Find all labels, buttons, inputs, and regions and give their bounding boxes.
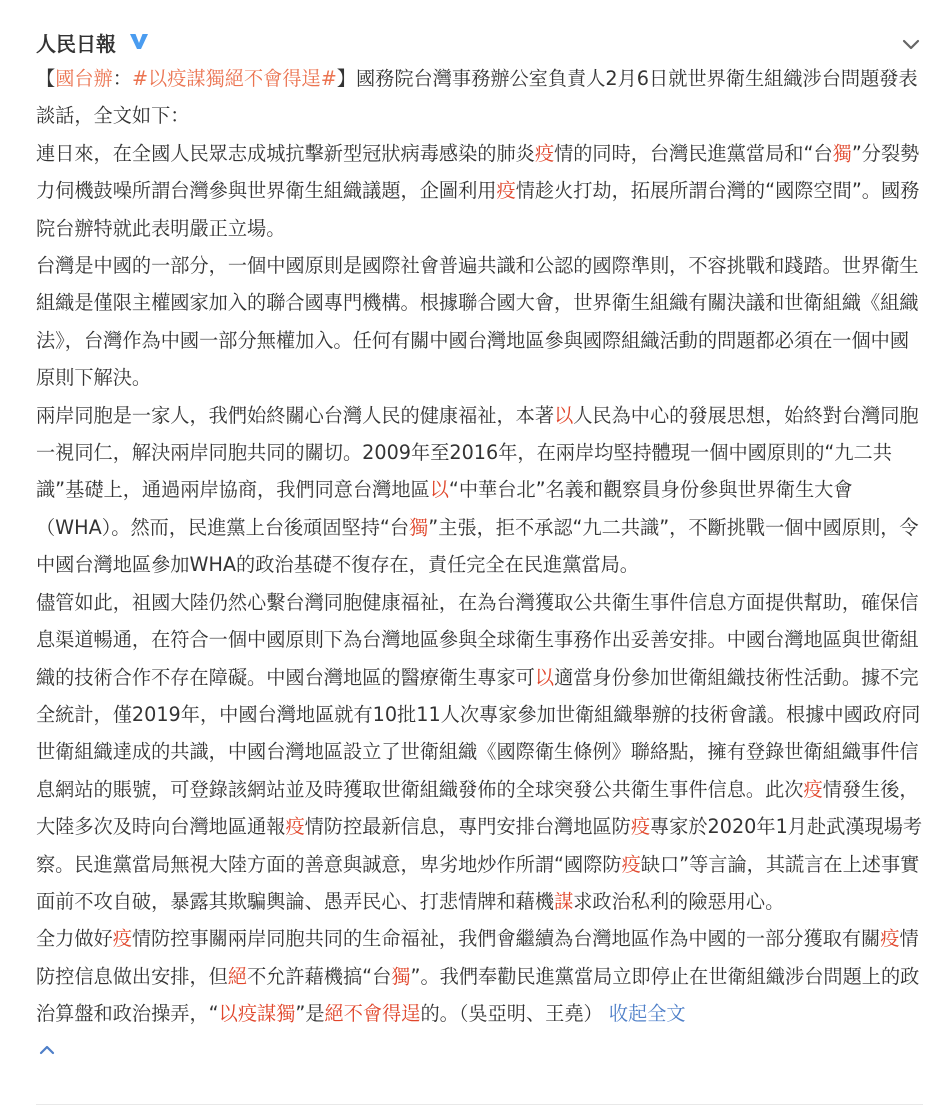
paragraph-text: 情趁火打劫，拓展所謂台灣的“國際空間”。國務院台辦特就此表明嚴正立場。 (36, 179, 920, 240)
topic-link[interactable]: 國台辦 (55, 67, 113, 90)
paragraph-text: 專家於2020年1月赴武漢現場考察。民進黨當局無視大陸方面的善意與誠意，卑劣地炒作所謂“國際防 (36, 815, 923, 876)
post-paragraph (36, 60, 923, 135)
keyword-highlight: 絕不會得逞 (324, 1002, 421, 1026)
keyword-highlight: 疫 (880, 927, 900, 951)
paragraph-text: 不允許藉機搞“台 (247, 964, 392, 988)
keyword-highlight: 疫 (630, 815, 650, 839)
keyword-highlight: 以 (429, 478, 449, 502)
paragraph-text: 情防控信息做出安排，但 (36, 927, 919, 988)
paragraph-text: “中華台北”名義和觀察員身份參與世界衛生大會（WHA）。然而，民進黨上台後頑固堅持“台 (36, 478, 853, 539)
keyword-highlight: 獨 (832, 141, 852, 165)
keyword-highlight: 疫 (534, 141, 555, 165)
paragraph-text: 儘管如此，祖國大陸仍然心繫台灣同胞健康福祉，在為台灣獲取公共衛生事件信息方面提供幫助，確保信息渠道暢通，在符合一個中國原則下為台灣地區參與全球衛生事務作出妥善安排。中國台灣地區與世衛組織的技術合作不存在障礙。中國台灣地區的醫療衛生專家可 (36, 590, 919, 689)
keyword-highlight: 以疫謀獨 (218, 1002, 296, 1026)
paragraph-text: 缺口”等言論，其謊言在上述事實面前不攻自破，暴露其欺騙輿論、愚弄民心、打悲情牌和藉機 (36, 852, 920, 913)
paragraph-text: 兩岸同胞是一家人，我們始終關心台灣人民的健康福祉，本著 (36, 403, 555, 427)
keyword-highlight: 疫 (621, 852, 641, 876)
paragraph-text: 台灣是中國的一部分，一個中國原則是國際社會普遍共識和公認的國際準則，不容挑戰和踐踏。世界衛生組織是僅限主權國家加入的聯合國專門機構。根據聯合國大會，世界衛生組織有關決議和世衛組織《組織法》，台灣作為中國一部分無權加入。任何有關中國台灣地區參與國際組織活動的問題都必須在一個中國原則下解決。 (36, 254, 919, 390)
paragraph-text: 【 (36, 67, 56, 90)
keyword-highlight: 獨 (391, 964, 411, 988)
keyword-highlight: 疫 (285, 815, 305, 839)
keyword-highlight: 疫 (496, 179, 516, 203)
chevron-down-icon[interactable] (899, 32, 923, 56)
paragraph-text: 人民為中心的發展思想，始終對台灣同胞一視同仁，解決兩岸同胞共同的關切。2009年至2016年，在兩岸均堅持體現一個中國原則的“九二共識”基礎上，通過兩岸協商，我們同意台灣地區 (36, 403, 919, 502)
paragraph-text: ”是 (295, 1002, 325, 1026)
paragraph-text: 】國務院台灣事務辦公室負責人2月6日就世界衛生組織涉台問題發表談話，全文如下： (36, 67, 918, 128)
paragraph-text: 的。（吳亞明、王堯） (420, 1002, 603, 1026)
paragraph-text: 情的同時，台灣民進黨當局和“台 (554, 141, 833, 165)
post-paragraph (36, 584, 923, 921)
keyword-highlight: 疫 (803, 777, 823, 801)
paragraph-text: ”主張，拒不承認“九二共識”，不斷挑戰一個中國原則，令中國台灣地區參加WHA的政治基礎不復存在，責任完全在民進黨當局。 (36, 515, 919, 577)
paragraph-text: ”分裂勢力伺機鼓噪所謂台灣參與世界衛生組織議題，企圖利用 (36, 141, 920, 203)
paragraph-text: ”。我們奉勸民進黨當局立即停止在世衛組織涉台問題上的政治算盤和政治操弄，“ (36, 964, 920, 1026)
chevron-up-icon[interactable] (36, 1039, 58, 1061)
topic-link[interactable]: #以疫謀獨絕不會得逞# (131, 67, 337, 90)
post-paragraph (36, 920, 923, 1032)
paragraph-text: 情發生後，大陸多次及時向台灣地區通報 (36, 777, 919, 839)
keyword-highlight: 絕 (227, 964, 248, 988)
paragraph-text: 情防控事關兩岸同胞共同的生命福祉，我們會繼續為台灣地區作為中國的一部分獲取有關 (131, 927, 881, 951)
post-paragraph (36, 397, 923, 584)
paragraph-text: 適當身份參加世衛組織技術性活動。據不完全統計，僅2019年，中國台灣地區就有10批11人次專家參加世衛組織舉辦的技術會議。根據中國政府同世衛組織達成的共識，中國台灣地區設立了世衛組織《國際衛生條例》聯絡點，擁有登錄世衛組織事件信息網站的賬號，可登錄該網站並及時獲取世衛組織發佈的全球突發公共衛生事件信息。此次 (36, 665, 921, 801)
author-name[interactable]: 人民日報 (36, 32, 116, 56)
paragraph-text: 連日來，在全國人民眾志成城抗擊新型冠狀病毒感染的肺炎 (36, 141, 535, 165)
collapse-full-text-link[interactable]: 收起全文 (608, 1002, 686, 1026)
keyword-highlight: 獨 (409, 515, 429, 539)
post-content (36, 60, 923, 1033)
keyword-highlight: 疫 (112, 927, 132, 951)
divider (36, 1104, 923, 1105)
post-paragraph (36, 247, 923, 397)
paragraph-text: 情防控最新信息，專門安排台灣地區防 (304, 815, 631, 839)
paragraph-text: ： (112, 67, 132, 90)
post-header (36, 28, 923, 62)
keyword-highlight: 以 (554, 403, 574, 427)
keyword-highlight: 謀 (554, 889, 574, 913)
verified-v-icon (128, 30, 150, 52)
paragraph-text: 求政治私利的險惡用心。 (573, 889, 785, 913)
keyword-highlight: 以 (534, 665, 555, 689)
paragraph-text: 全力做好 (36, 927, 113, 951)
post-paragraph (36, 135, 923, 247)
